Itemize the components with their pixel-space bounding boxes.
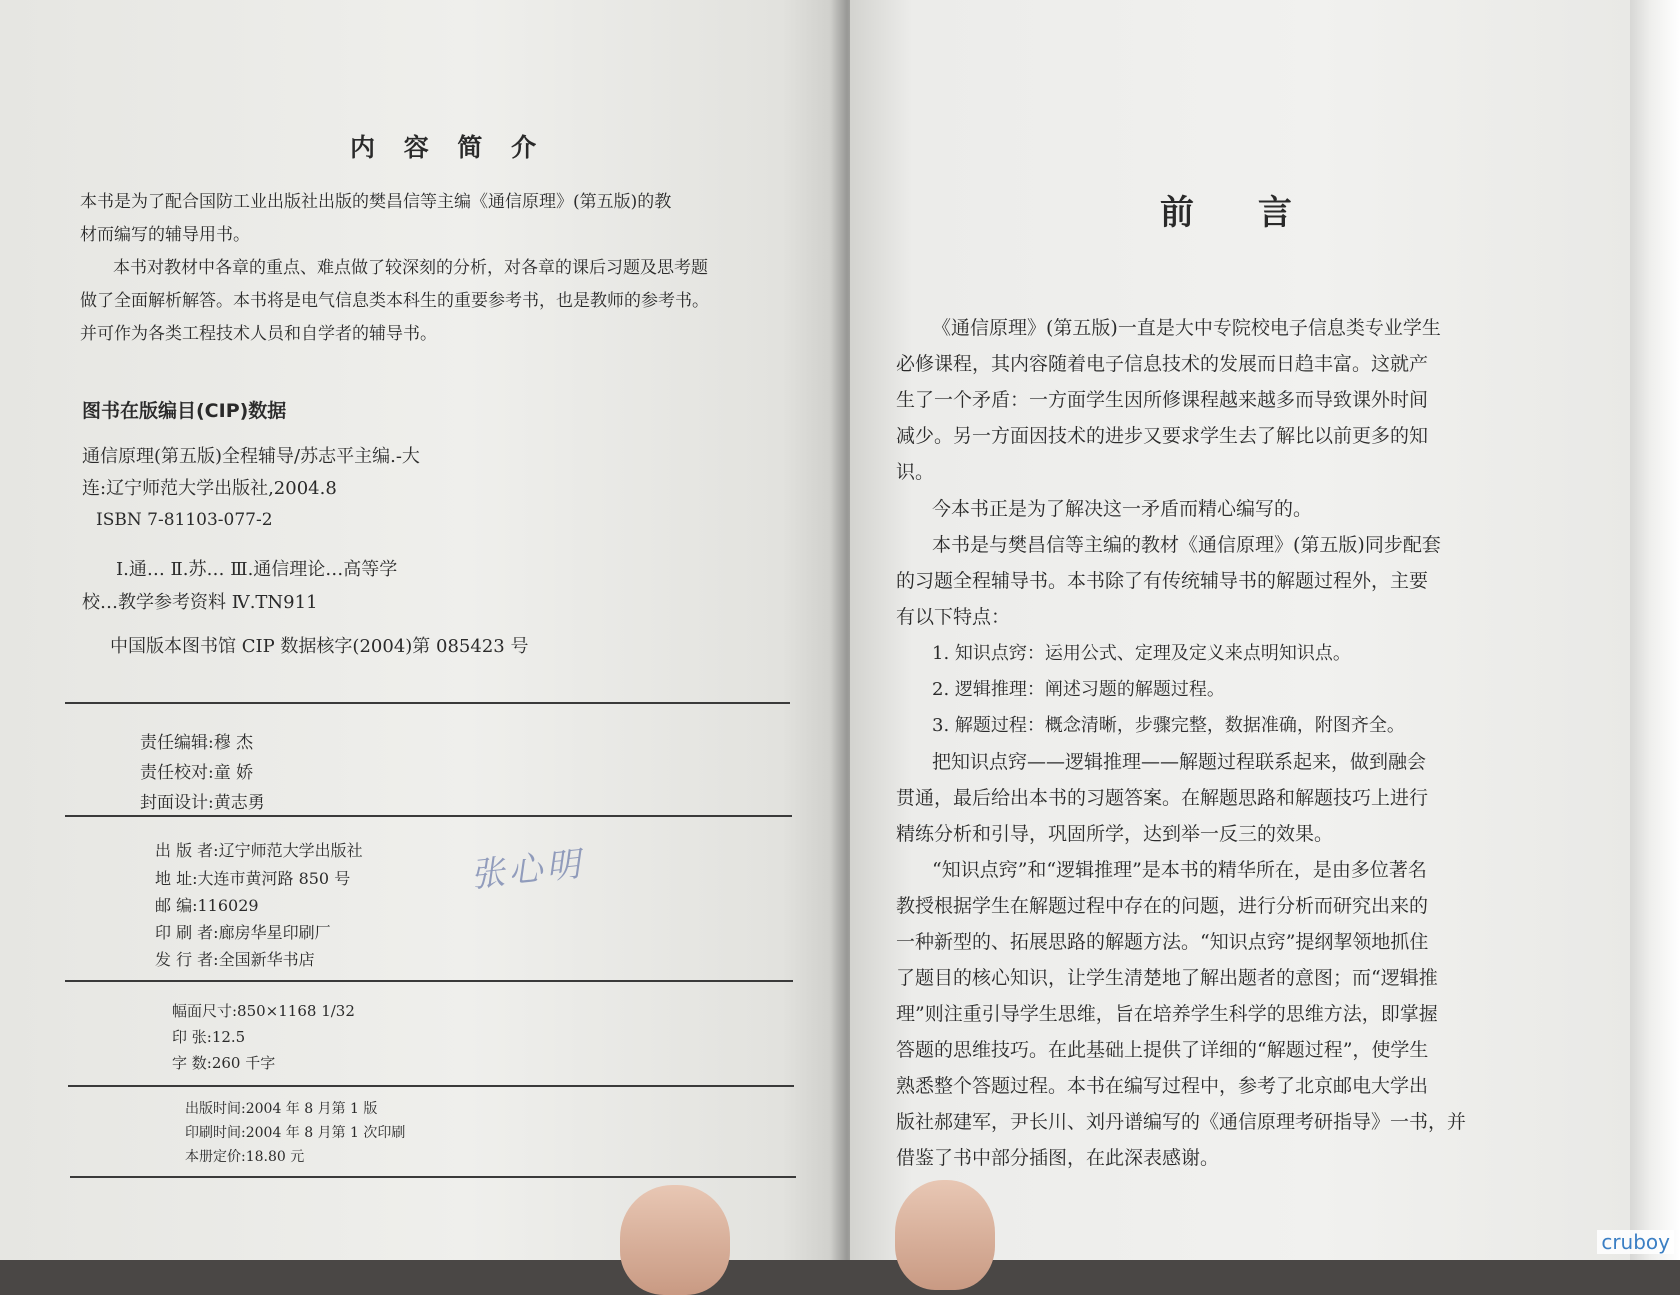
preface-line: 本书是与樊昌信等主编的教材《通信原理》(第五版)同步配套 bbox=[932, 534, 1441, 556]
left-thumb bbox=[620, 1185, 730, 1295]
preface-line: 贯通，最后给出本书的习题答案。在解题思路和解题技巧上进行 bbox=[896, 787, 1429, 809]
isbn: ISBN 7-81103-077-2 bbox=[96, 510, 273, 530]
price: 本册定价:18.80 元 bbox=[185, 1149, 305, 1165]
cover-design-row: 封面设计:黄志勇 bbox=[140, 793, 265, 813]
preface-line: 减少。另一方面因技术的进步又要求学生去了解比以前更多的知 bbox=[896, 425, 1429, 447]
address-row: 地 址:大连市黄河路 850 号 bbox=[155, 869, 351, 888]
preface-line: 教授根据学生在解题过程中存在的问题，进行分析而研究出来的 bbox=[896, 895, 1429, 917]
cip-data-number: 中国版本图书馆 CIP 数据核字(2004)第 085423 号 bbox=[110, 636, 529, 657]
preface-line: 把知识点窍——逻辑推理——解题过程联系起来，做到融会 bbox=[932, 751, 1427, 773]
preface-line: 版社郝建军，尹长川、刘丹谱编写的《通信原理考研指导》一书，并 bbox=[896, 1111, 1467, 1133]
format-size: 幅面尺寸:850×1168 1/32 bbox=[172, 1002, 355, 1020]
preface-line: 一种新型的、拓展思路的解题方法。“知识点窍”提纲挈领地抓住 bbox=[896, 931, 1429, 953]
preface-line: 借鉴了书中部分插图，在此深表感谢。 bbox=[896, 1147, 1220, 1169]
divider bbox=[70, 1176, 796, 1178]
word-count: 字 数:260 千字 bbox=[172, 1054, 276, 1072]
publish-date: 出版时间:2004 年 8 月第 1 版 bbox=[185, 1101, 378, 1117]
summary-line: 材而编写的辅导用书。 bbox=[80, 225, 250, 245]
preface-line: 答题的思维技巧。在此基础上提供了详细的“解题过程”，使学生 bbox=[896, 1039, 1429, 1061]
publisher-row: 出 版 者:辽宁师范大学出版社 bbox=[155, 841, 363, 860]
cip-line: Ⅰ.通… Ⅱ.苏… Ⅲ.通信理论…高等学 bbox=[116, 559, 398, 580]
preface-line: 理”则注重引导学生思维，旨在培养学生科学的思维方法，即掌握 bbox=[896, 1003, 1438, 1025]
right-page bbox=[850, 0, 1630, 1260]
summary-title: 内 容 简 介 bbox=[350, 133, 547, 162]
distributor-row: 发 行 者:全国新华书店 bbox=[155, 950, 315, 969]
proofreader-row: 责任校对:童 娇 bbox=[140, 763, 254, 783]
cip-heading: 图书在版编目(CIP)数据 bbox=[82, 400, 287, 422]
summary-line: 本书对教材中各章的重点、难点做了较深刻的分析，对各章的课后习题及思考题 bbox=[113, 258, 708, 278]
preface-title: 前 言 bbox=[1160, 193, 1318, 233]
summary-line: 做了全面解析解答。本书将是电气信息类本科生的重要参考书，也是教师的参考书。 bbox=[80, 291, 709, 311]
print-sheets: 印 张:12.5 bbox=[172, 1028, 246, 1046]
preface-line: 《通信原理》(第五版)一直是大中专院校电子信息类专业学生 bbox=[932, 317, 1441, 339]
watermark-text: cruboy bbox=[1597, 1230, 1674, 1254]
preface-line: 的习题全程辅导书。本书除了有传统辅导书的解题过程外，主要 bbox=[896, 570, 1429, 592]
postcode-row: 邮 编:116029 bbox=[155, 896, 259, 915]
left-page bbox=[0, 0, 850, 1260]
preface-line: 识。 bbox=[896, 461, 935, 483]
cip-line: 通信原理(第五版)全程辅导/苏志平主编.-大 bbox=[82, 446, 420, 467]
feature-item: 3. 解题过程：概念清晰，步骤完整，数据准确，附图齐全。 bbox=[932, 715, 1405, 736]
cip-line: 连:辽宁师范大学出版社,2004.8 bbox=[82, 478, 337, 499]
divider bbox=[65, 980, 793, 982]
right-thumb bbox=[895, 1180, 995, 1290]
preface-line: 熟悉整个答题过程。本书在编写过程中，参考了北京邮电大学出 bbox=[896, 1075, 1429, 1097]
preface-line: 有以下特点： bbox=[896, 606, 1011, 628]
preface-line: 生了一个矛盾：一方面学生因所修课程越来越多而导致课外时间 bbox=[896, 389, 1429, 411]
divider bbox=[65, 815, 792, 817]
preface-line: 了题目的核心知识，让学生清楚地了解出题者的意图；而“逻辑推 bbox=[896, 967, 1438, 989]
summary-line: 并可作为各类工程技术人员和自学者的辅导书。 bbox=[80, 324, 437, 344]
printer-row: 印 刷 者:廊房华星印刷厂 bbox=[155, 923, 331, 942]
preface-line: 精练分析和引导，巩固所学，达到举一反三的效果。 bbox=[896, 823, 1334, 845]
editor-row: 责任编辑:穆 杰 bbox=[140, 733, 254, 753]
preface-line: 必修课程，其内容随着电子信息技术的发展而日趋丰富。这就产 bbox=[896, 353, 1429, 375]
feature-item: 2. 逻辑推理：阐述习题的解题过程。 bbox=[932, 679, 1225, 700]
print-date: 印刷时间:2004 年 8 月第 1 次印刷 bbox=[185, 1125, 406, 1141]
summary-line: 本书是为了配合国防工业出版社出版的樊昌信等主编《通信原理》(第五版)的教 bbox=[80, 192, 672, 212]
cip-line: 校…教学参考资料 Ⅳ.TN911 bbox=[82, 592, 318, 613]
preface-line: 今本书正是为了解决这一矛盾而精心编写的。 bbox=[932, 498, 1313, 520]
page-edge bbox=[1630, 0, 1680, 1260]
divider bbox=[65, 702, 790, 704]
feature-item: 1. 知识点窍：运用公式、定理及定义来点明知识点。 bbox=[932, 643, 1351, 664]
preface-line: “知识点窍”和“逻辑推理”是本书的精华所在，是由多位著名 bbox=[932, 859, 1427, 881]
divider bbox=[68, 1085, 794, 1087]
handwritten-signature: 张心明 bbox=[468, 844, 587, 896]
